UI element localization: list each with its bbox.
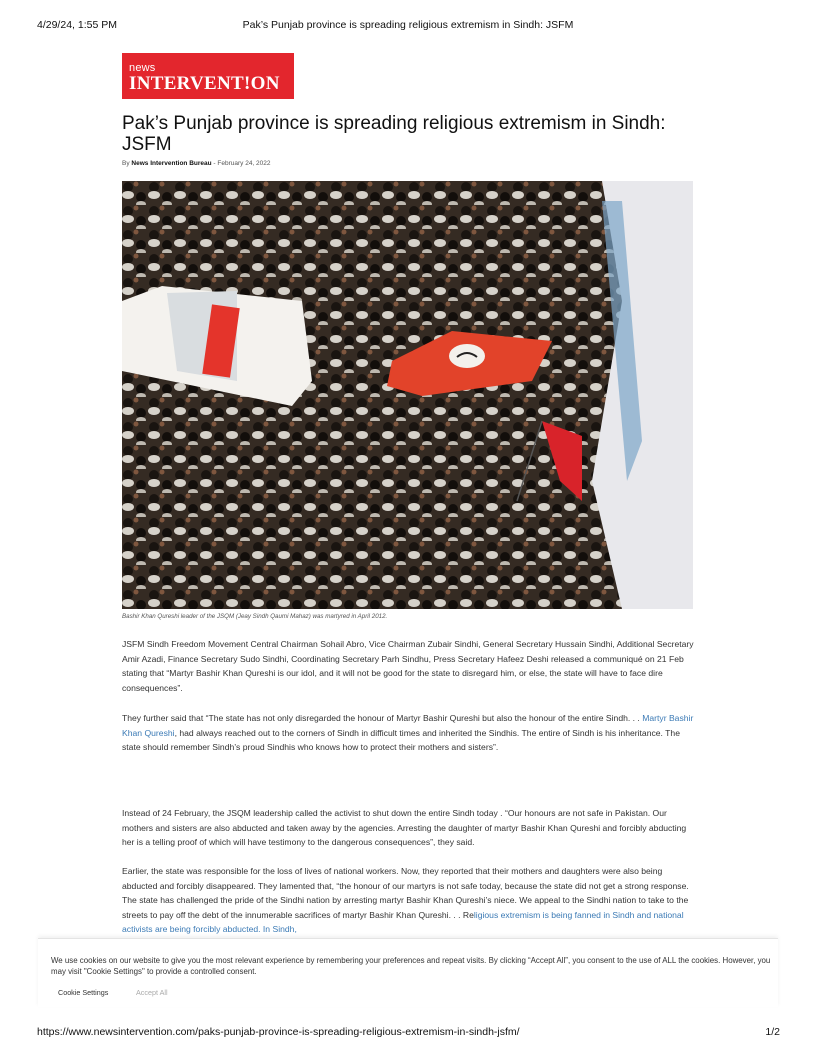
bashir-qureshi-link[interactable]: Martyr Bashir Khan Qureshi	[122, 713, 694, 738]
crowd-photo-illustration	[122, 181, 693, 609]
extremism-article-link[interactable]: ligious extremism is being fanned in Sindh and national activists are being forcibly abducted. In Sindh,	[122, 909, 684, 935]
print-page-title: Pak’s Punjab province is spreading religious extremism in Sindh: JSFM	[242, 19, 574, 31]
byline-prefix: By	[122, 160, 130, 167]
logo-brand-text: INTERVENT!ON	[129, 73, 280, 94]
publish-date: February 24, 2022	[217, 160, 271, 167]
byline-separator: -	[213, 160, 216, 167]
article-paragraph-1: JSFM Sindh Freedom Movement Central Chairman Sohail Abro, Vice Chairman Zubair Sindhi, General Secretary Hussain Sindhi, Additional Secretary Amir Azadi, Finance Secretary Sudo Sindhi, Coordinating Secretary Parh Sindhu, Press Secretary Hafeez Deshi released a communiqué on 21 Feb stating that “Martyr Bashir Khan Qureshi is our idol, and it will not be good for the state to disregard him, or else, the state will have to face dire consequences”.	[122, 639, 694, 693]
hero-image	[122, 181, 693, 609]
article-paragraph-3: Instead of 24 February, the JSQM leadership called the activist to shut down the entire Sindh today . “Our honours are not safe in Pakistan. Our mothers and sisters are also abducted and taken away by the agencies. Arresting the daughter of martyr Bashir Khan Qureshi and forcibly abducting her is a telling proof of which will have testimony to the dangerous consequences”, they said.	[122, 808, 687, 848]
accept-all-button[interactable]: Accept All	[136, 988, 168, 997]
cookie-settings-button[interactable]: Cookie Settings	[58, 988, 109, 997]
cookie-consent-text: We use cookies on our website to give you the most relevant experience by remembering your preferences and repeat visits. By clicking “Accept All”, you consent to the use of ALL the cookies. However, you may visit "Cookie Settings" to provide a controlled consent.	[51, 956, 771, 976]
cookie-banner	[38, 938, 778, 1007]
print-page-number: 1/2	[765, 1026, 780, 1038]
article-headline: Pak’s Punjab province is spreading religious extremism in Sindh: JSFM	[122, 113, 666, 155]
byline	[122, 160, 271, 167]
paragraph-2-start: They further said that “The state has not only disregarded the honour of Martyr Bashir Qureshi but also the honour of the entire Sindh. . .	[122, 713, 643, 723]
image-caption: Bashir Khan Qureshi leader of the JSQM (Jeay Sindh Qaumi Mahaz) was martyred in April 2012.	[122, 613, 388, 620]
author-link[interactable]: News Intervention Bureau	[131, 160, 212, 167]
paragraph-2-end: , had always reached out to the corners of Sindh in difficult times and inherited the Sindhis. The entire of Sindh is his inheritance. The state should remember Sindh’s proud Sindhis who knows how to protect their mothers and sisters”.	[122, 727, 680, 753]
print-url: https://www.newsintervention.com/paks-punjab-province-is-spreading-religious-extremism-in-sindh-jsfm/	[37, 1026, 520, 1038]
article-paragraph-4	[122, 864, 694, 937]
logo-news-text: news	[129, 62, 156, 74]
article-paragraph-2	[122, 711, 694, 755]
site-logo[interactable]	[122, 53, 294, 99]
print-datetime: 4/29/24, 1:55 PM	[37, 19, 117, 31]
paragraph-4-start: Earlier, the state was responsible for the loss of lives of national workers. Now, they reported that their mothers and daughters were also being abducted and forcibly disappeared. They lamented that, “the honour of our martyrs is not safe today, because the state did not get a strong response. The state has challenged the pride of the Sindhi nation by arresting martyr Bashir Khan Qureshi’s niece. We appeal to the Sindhi nation to take to the streets to pay off the debt of the innumerable sacrifices of martyr Bashir Khan Qureshi. . . Re	[122, 866, 689, 920]
